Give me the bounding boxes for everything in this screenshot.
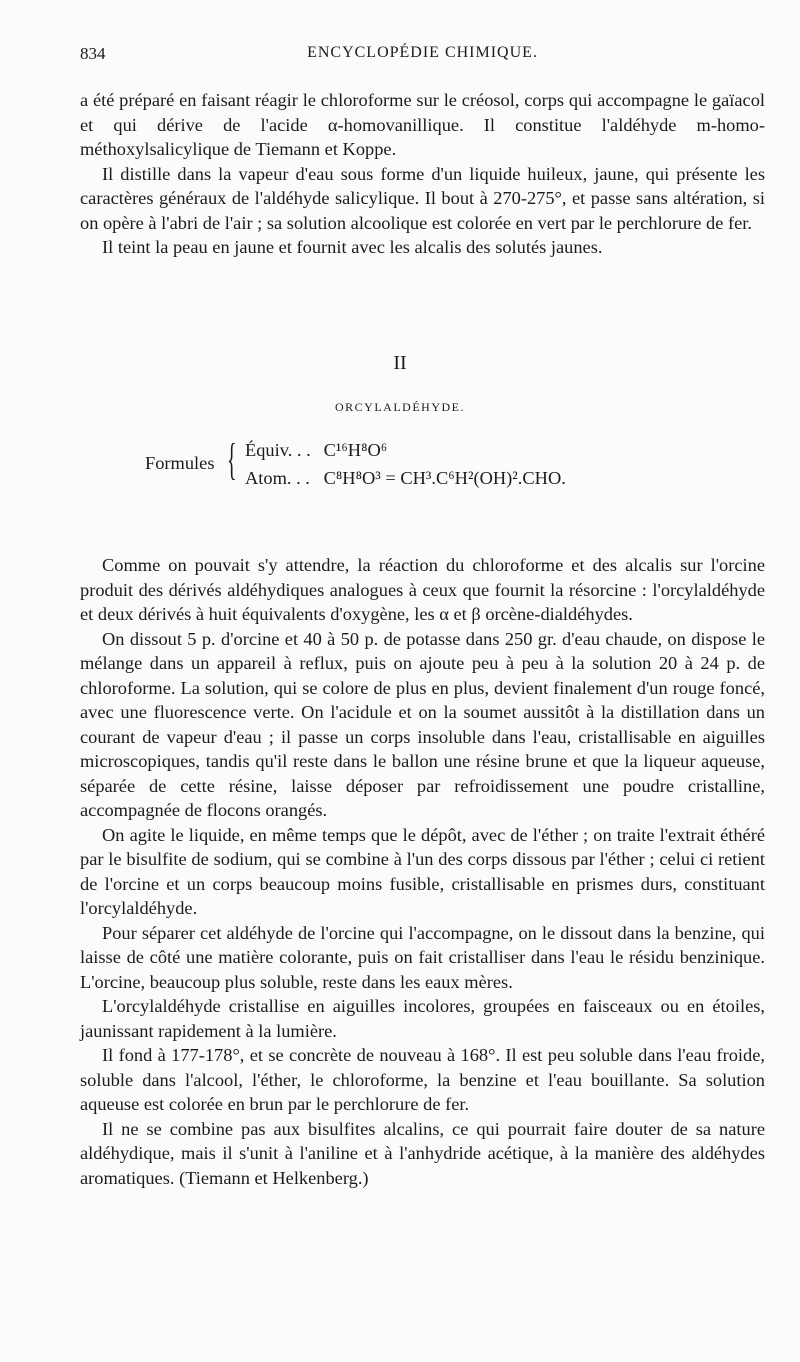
- paragraph: Il fond à 177-178°, et se concrète de nouveau à 168°. Il est peu soluble dans l'eau froide, soluble dans l'alcool, l'éther, le chloroforme, la benzine et l'eau bouillante. Sa solution aqueuse est colorée en brun par le perchlorure de fer.: [80, 1045, 765, 1114]
- formula-key: Équiv. . .: [245, 440, 311, 460]
- formula-value: C¹⁶H⁸O⁶: [323, 440, 388, 460]
- formula-block: [145, 436, 665, 516]
- main-text-block: [80, 553, 765, 1190]
- paragraph: Comme on pouvait s'y attendre, la réaction du chloroforme et des alcalis sur l'orcine produit des dérivés aldéhydiques analogues à ceux que fournit la résorcine : l'orcylaldéhyde et deux dérivés à huit équivalents d'oxygène, les α et β orcène-dialdéhydes.: [80, 555, 765, 624]
- intro-text-block: [80, 88, 765, 260]
- paragraph: Pour séparer cet aldéhyde de l'orcine qui l'accompagne, on le dissout dans la benzine, qui laisse de côté une matière colorante, puis on fait cristalliser dans l'eau le résidu benzinique. L'orcine, beaucoup plus soluble, reste dans les eaux mères.: [80, 922, 765, 992]
- page-header: [80, 44, 765, 74]
- paragraph: Il teint la peau en jaune et fournit avec les alcalis des solutés jaunes.: [102, 237, 603, 257]
- formula-label: Formules: [145, 453, 215, 473]
- running-title: ENCYCLOPÉDIE CHIMIQUE.: [307, 44, 538, 61]
- formula-value: C⁸H⁸O³ = CH³.C⁶H²(OH)².CHO.: [323, 468, 566, 488]
- section-title: ORCYLALDÉHYDE.: [335, 400, 465, 414]
- formula-row-equiv: [245, 440, 387, 461]
- formula-key: Atom. . .: [245, 468, 310, 488]
- paragraph: L'orcylaldéhyde cristallise en aiguilles incolores, groupées en faisceaux ou en étoiles, jaunissant rapidement à la lumière.: [80, 996, 765, 1041]
- paragraph: a été préparé en faisant réagir le chloroforme sur le créosol, corps qui accompagne le gaïacol et qui dérive de l'acide α-homovanillique. Il constitue l'aldéhyde m-homo-méthoxylsalicylique de Tiemann et Koppe.: [80, 90, 765, 159]
- formula-row-atom: [245, 468, 566, 489]
- paragraph: On agite le liquide, en même temps que le dépôt, avec de l'éther ; on traite l'extrait éthéré par le bisulfite de sodium, qui se combine à l'un des corps dissous par l'éther ; celui ci retient de l'orcine et un corps beaucoup moins fusible, cristallisable en prismes durs, constituant l'orcylaldéhyde.: [80, 824, 765, 918]
- paragraph: On dissout 5 p. d'orcine et 40 à 50 p. de potasse dans 250 gr. d'eau chaude, on dispose le mélange dans un appareil à reflux, puis on ajoute peu à peu à la solution 20 à 24 p. de chloroforme. La solution, qui se colore de plus en plus, devient finalement d'un rouge foncé, avec une fluorescence verte. On l'acidule et on la soumet aussitôt à la distillation dans un courant de vapeur d'eau ; il passe un corps insoluble dans l'eau, cristallisable en aiguilles microscopiques, tandis qu'il reste dans le ballon une résine brune et que la liqueur aqueuse, séparée de cette résine, laisse déposer par refroidissement une poudre cristalline, accompagnée de flocons orangés.: [80, 628, 765, 820]
- brace-glyph: {: [227, 435, 237, 484]
- paragraph: Il distille dans la vapeur d'eau sous forme d'un liquide huileux, jaune, qui présente les caractères généraux de l'aldéhyde salicylique. Il bout à 270-275°, et passe sans altération, si on opère à l'abri de l'air ; sa solution alcoolique est colorée en vert par le perchlorure de fer.: [80, 163, 765, 233]
- page-number: 834: [80, 44, 106, 63]
- section-number: II: [393, 352, 407, 374]
- paragraph: Il ne se combine pas aux bisulfites alcalins, ce qui pourrait faire douter de sa nature aldéhydique, mais il s'unit à l'aniline et à l'anhydride acétique, à la manière des aldéhydes aromatiques. (Tiemann et Helkenberg.): [80, 1118, 765, 1188]
